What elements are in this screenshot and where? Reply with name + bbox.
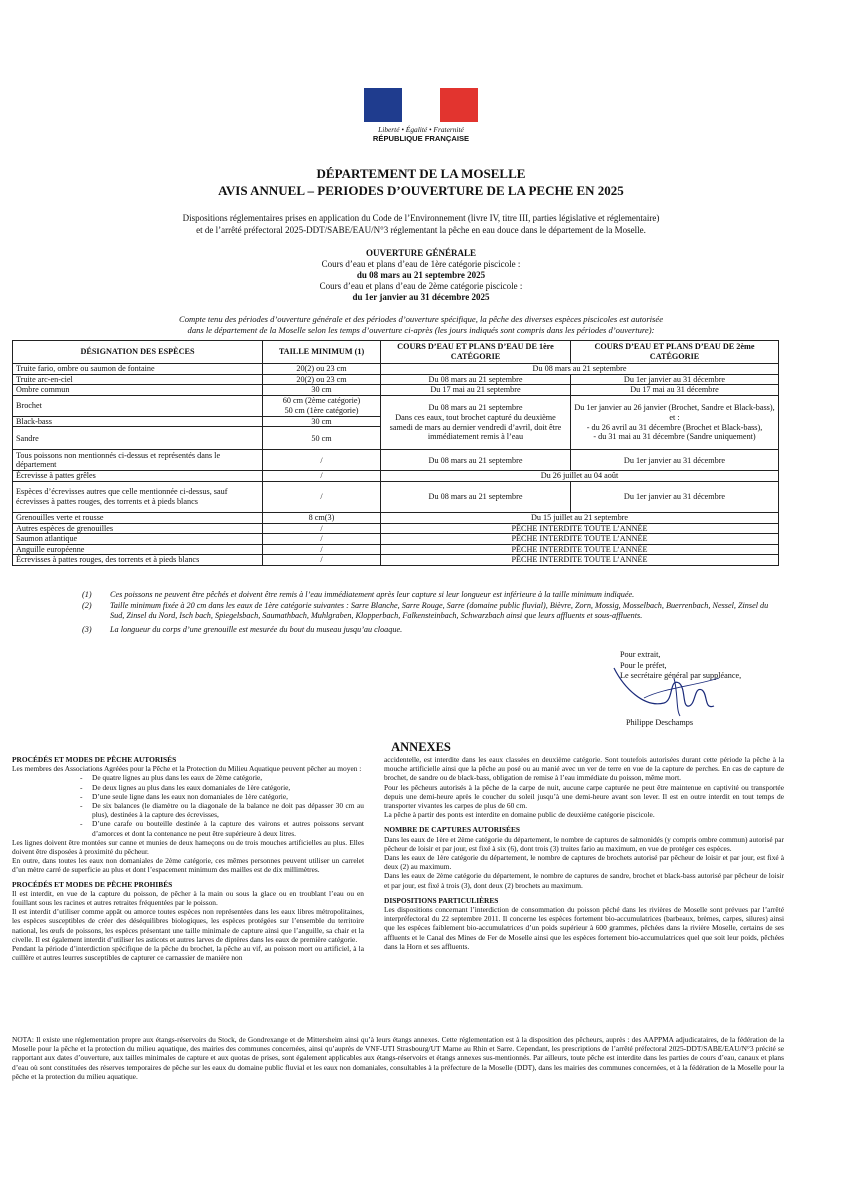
- compte-line-2: dans le département de la Moselle selon les temps d’ouverture ci-après (les jours indiqués sont compris dans les périodes d’ouverture):: [187, 325, 655, 335]
- species-name: Autres espèces de grenouilles: [13, 523, 263, 534]
- min-size: 30 cm: [263, 416, 381, 427]
- cat2-label: Cours d’eau et plans d’eau de 2ème catégorie piscicole :: [319, 281, 523, 291]
- min-size: /: [263, 534, 381, 545]
- period-both: Du 15 juillet au 21 septembre: [381, 512, 779, 523]
- min-size: /: [263, 450, 381, 471]
- paragraph: Il est interdit, en vue de la capture du poisson, de pêcher à la main ou sous la glace ou en troublant l’eau ou en fouillant sous les racines et autres retraites fréquentées par le poisson.: [12, 888, 364, 908]
- paragraph: Les dispositions concernant l’interdiction de consommation du poisson pêché dans les rivières de Moselle sont prévues par l’arrêté interpréfectoral du 22 septembre 2011. Il concerne les espèces fortement bio-accumulatrices (barbeaux, brèmes, carpes, silures) ainsi que les espèces faiblement bio-accumulatrices d’un poids supérieur à 600 grammes, pêchées dans la rivière Moselle, certains de ses affluents et le Canal des Mines de Fer de Moselle ainsi que les espèces fortement bio-accumulatrices quel que soit leur poids, pêchées dans la Horn et ses affluents.: [384, 905, 784, 951]
- species-name: Anguille européenne: [13, 544, 263, 555]
- cat1-label: Cours d’eau et plans d’eau de 1ère catégorie piscicole :: [321, 259, 521, 269]
- paragraph: Pendant la période d’interdiction spécifique de la pêche du brochet, la pêche au vif, au poisson mort ou artificiel, à la cuillère et autres leurres susceptibles de capturer ce carnassier de manière non: [12, 944, 364, 963]
- marianne-flag-icon: [364, 88, 478, 122]
- species-name: Truite fario, ombre ou saumon de fontaine: [13, 364, 263, 375]
- paragraph: Dans les eaux de 1ère et 2ème catégorie du département, le nombre de captures de salmonidés (y compris ombre commun) autorisé par pêcheur de loisir et par jour, est fixé à six (6), dont trois (3) truites fario au maximum, en vue de protéger ces espèces.: [384, 834, 784, 853]
- notice-title: AVIS ANNUEL – PERIODES D’OUVERTURE DE LA PECHE EN 2025: [218, 183, 624, 198]
- nota: NOTA: Il existe une réglementation propre aux étangs-réservoirs du Stock, de Gondrexange et de Mittersheim ainsi qu’à leurs étangs annexes. Cette réglementation est à la disposition des pêcheurs, auprès : des AAPPMA adjudicataires, de la fédération de la Moselle pour la pêche et la protection du milieu aquatique, des mairies des communes concernées, ainsi qu’auprès de VNF-UTI Strasbourg/UT Marne au Rhin et Sarre. Cependant, les prescriptions de l’arrêté préfectoral 2025-DDT/SABE/EAU/N°3 précité se rapportant aux dates d’ouverture, aux tailles minimales de capture et aux quotas de prises, sont également applicables aux étangs-réservoirs et étangs annexes sus-mentionnés. Par ailleurs, toute pêche est interdite dans les parties de cours d’eau, canaux et plans d’eau où sont constituées des réserves temporaires de pêche sur les eaux du domaine public fluvial et les eaux non domaniales, consultables à la préfecture de la Moselle (DDT), dans les mairies des communes concernées, et à la fédération de la Moselle pour la pêche et la protection du milieu aquatique.: [12, 1035, 784, 1081]
- paragraph: Pour les pêcheurs autorisés à la pêche de la carpe de nuit, aucune carpe capturée ne peut être maintenue en captivité ou transportée depuis une demi-heure après le coucher du soleil jusqu’à une demi-heure avant son lever. Il est en outre interdit en tout temps de transporter vivantes les carpes de plus de 60 cm.: [384, 782, 784, 811]
- republic-name: RÉPUBLIQUE FRANÇAISE: [372, 134, 470, 143]
- footnote: [82, 601, 782, 622]
- opening-periods-table: [12, 340, 779, 566]
- list-item-text: D’une seule ligne dans les eaux non domaniales de 1ère catégorie,: [92, 791, 288, 801]
- header-min-size: TAILLE MINIMUM (1): [263, 341, 381, 364]
- min-size: [263, 395, 381, 416]
- min-size: 20(2) ou 23 cm: [263, 364, 381, 375]
- list-item: - De deux lignes au plus dans les eaux domaniales de 1ère catégorie,: [80, 782, 291, 792]
- species-name: Ombre commun: [13, 385, 263, 396]
- general-opening: [0, 248, 842, 303]
- species-name: Écrevisse à pattes grêles: [13, 471, 263, 482]
- period-cat1: Du 08 mars au 21 septembre: [381, 374, 571, 385]
- period-cat2: [571, 395, 779, 450]
- intro: [0, 212, 842, 236]
- period-both: PÊCHE INTERDITE TOUTE L’ANNÉE: [381, 523, 779, 534]
- table-row: [13, 450, 779, 471]
- cat2-dates: du 1er janvier au 31 décembre 2025: [352, 292, 490, 302]
- header-cat1: COURS D’EAU ET PLANS D’EAU DE 1ère CATÉGORIE: [381, 341, 571, 364]
- species-name: Tous poissons non mentionnés ci-dessus et représentés dans le département: [13, 450, 263, 471]
- species-name: Truite arc-en-ciel: [13, 374, 263, 385]
- section-heading: NOMBRE DE CAPTURES AUTORISÉES: [384, 825, 521, 835]
- footnote: [82, 590, 782, 601]
- species-name: Écrevisses à pattes rouges, des torrents et à pieds blancs: [13, 555, 263, 566]
- footnote: [82, 625, 782, 636]
- list-item-text: De quatre lignes au plus dans les eaux de 2ème catégorie,: [92, 773, 263, 783]
- handwritten-signature-icon: [604, 658, 724, 720]
- table-row: [13, 374, 779, 385]
- footnote-text: Ces poissons ne peuvent être pêchés et doivent être remis à l’eau immédiatement après leur capture si leur longueur est inférieure à la taille minimum indiquée.: [110, 590, 635, 599]
- species-name: Sandre: [13, 427, 263, 450]
- signature-line-2: Pour le préfet,: [620, 660, 667, 670]
- period-cat2-c: - du 31 mai au 31 décembre (Sandre uniquement): [593, 432, 756, 442]
- period-both: PÊCHE INTERDITE TOUTE L’ANNÉE: [381, 544, 779, 555]
- footnote-key: (1): [82, 590, 92, 599]
- min-size: 20(2) ou 23 cm: [263, 374, 381, 385]
- general-opening-title: OUVERTURE GÉNÉRALE: [366, 248, 476, 258]
- header-species: DÉSIGNATION DES ESPÈCES: [13, 341, 263, 364]
- signature-line-3: Le secrétaire général par suppléance,: [620, 671, 742, 680]
- period-cat2: Du 1er janvier au 31 décembre: [571, 481, 779, 512]
- species-name: Grenouilles verte et rousse: [13, 512, 263, 523]
- list-item-text: De deux lignes au plus dans les eaux domaniales de 1ère catégorie,: [92, 782, 291, 792]
- section-heading: DISPOSITIONS PARTICULIÈRES: [384, 895, 499, 905]
- paragraph: La pêche à partir des ponts est interdite en domaine public de deuxième catégorie piscicole.: [384, 810, 655, 820]
- department-title: DÉPARTEMENT DE LA MOSELLE: [316, 166, 526, 181]
- paragraph: En outre, dans toutes les eaux non domaniales de 2ème catégorie, ces mêmes personnes peuvent utiliser un carrelet d’un mètre carré de superficie au plus et dont l’espacement minimum des mailles est de dix millimètres.: [12, 856, 364, 875]
- list-item: - De six balances (le diamètre ou la diagonale de la balance ne doit pas dépasser 30 cm au plus), destinées à la capture des écrevisses,: [80, 801, 364, 820]
- signature-line-1: Pour extrait,: [620, 650, 661, 659]
- min-size: 50 cm: [263, 427, 381, 450]
- period-cat2-b: - du 26 avril au 31 décembre (Brochet et Black-bass),: [586, 422, 763, 432]
- signatory-name: Philippe Deschamps: [626, 718, 694, 727]
- footnote-key: (2): [82, 600, 92, 610]
- annexes-left-column: [12, 755, 364, 962]
- list-item: - D’une seule ligne dans les eaux non domaniales de 1ère catégorie,: [80, 791, 288, 801]
- republic-logo: [360, 88, 482, 143]
- min-size: /: [263, 481, 381, 512]
- min-size-cat2: 60 cm (2ème catégorie): [282, 396, 361, 406]
- table-row: [13, 534, 779, 545]
- table-row: [13, 385, 779, 396]
- species-name: Brochet: [13, 395, 263, 416]
- paragraph: accidentelle, est interdite dans les eaux classées en deuxième catégorie. Sont toutefois autorisées durant cette période la pêche à la mouche artificielle ainsi que la pêche au posé ou au manié avec un ver de terre en vue de la capture de perches. En cas de capture de brochet, de sandre ou de black-bass, obligation de remise à l’eau immédiate du poisson, même mort.: [384, 755, 784, 783]
- paragraph: Les membres des Associations Agréées pour la Pêche et la Protection du Milieu Aquatique peuvent pêcher au moyen :: [12, 764, 362, 774]
- paragraph: Les lignes doivent être montées sur canne et munies de deux hameçons ou de trois mouches artificielles au plus. Elles doivent être disposées à proximité du pêcheur.: [12, 837, 364, 857]
- section-heading: PROCÉDÉS ET MODES DE PÊCHE AUTORISÉS: [12, 755, 177, 764]
- intro-line-1: Dispositions réglementaires prises en application du Code de l’Environnement (livre IV, titre III, parties législative et réglementaire): [182, 213, 660, 223]
- min-size: /: [263, 555, 381, 566]
- table-row: [13, 555, 779, 566]
- list-item-text: D’une carafe ou bouteille destinée à la capture des vairons et autres poissons servant d’amorces et dont la contenance ne peut être supérieure à deux litres.: [92, 819, 364, 838]
- table-row: [13, 544, 779, 555]
- species-name: Espèces d’écrevisses autres que celle mentionnée ci-dessus, sauf écrevisses à pattes rouges, des torrents et à pieds blancs: [13, 481, 263, 512]
- section-heading: PROCÉDÉS ET MODES DE PÊCHE PROHIBÉS: [12, 879, 173, 889]
- table-row: [13, 395, 779, 416]
- paragraph: Dans les eaux de 1ère catégorie du département, le nombre de captures de brochets autorisé par pêcheur de loisir et par jour, est fixé à deux (2) au maximum.: [384, 853, 784, 872]
- table-row: [13, 364, 779, 375]
- header-cat2: COURS D’EAU ET PLANS D’EAU DE 2ème CATÉGORIE: [571, 341, 779, 364]
- min-size: /: [263, 471, 381, 482]
- annexes-right-column: [384, 755, 784, 951]
- species-name: Saumon atlantique: [13, 534, 263, 545]
- paragraph: Dans les eaux de 2ème catégorie du département, le nombre de captures de sandre, brochet et black-bass autorisé par pêcheur de loisir et par jour, est fixé à trois (3), dont deux (2) brochets au maximum.: [384, 871, 784, 890]
- footnote-text: Taille minimum fixée à 20 cm dans les eaux de 1ère catégorie suivantes : Sarre Blanche, Sarre Rouge, Sarre (domaine public fluvial), Bièvre, Zorn, Mossig, Mosselbach, Buerrenbach, Nessel, Zinsel du Sud, Zinsel du Nord, Isch bach, Spiegelsbach, Saumathbach, Muhlgraben, Klopperbach, Falkensteinbach, Schwarzbach ainsi que leurs affluents et sous-affluents.: [110, 600, 769, 620]
- min-size: /: [263, 523, 381, 534]
- period-cat2-a: Du 1er janvier au 26 janvier (Brochet, Sandre et Black-bass), et :: [574, 403, 775, 422]
- period-both: Du 26 juillet au 04 août: [381, 471, 779, 482]
- period-cat1: Du 08 mars au 21 septembre: [381, 450, 571, 471]
- period-cat1: [381, 395, 571, 450]
- intro-line-2: et de l’arrêté préfectoral 2025-DDT/SABE/EAU/N°3 réglementant la pêche en eau douce dans le département de la Moselle.: [196, 225, 646, 235]
- period-both: PÊCHE INTERDITE TOUTE L’ANNÉE: [381, 534, 779, 545]
- list-item-text: De six balances (le diamètre ou la diagonale de la balance ne doit pas dépasser 30 cm au plus), destinées à la capture des écrevisses,: [92, 801, 364, 820]
- annexes-title: ANNEXES: [391, 740, 451, 754]
- table-row: [13, 471, 779, 482]
- min-size-cat1: 50 cm (1ère catégorie): [284, 405, 359, 415]
- cat1-dates: du 08 mars au 21 septembre 2025: [356, 270, 486, 280]
- period-cat1-dates: Du 08 mars au 21 septembre: [428, 403, 523, 413]
- min-size: 8 cm(3): [263, 512, 381, 523]
- list-item: - D’une carafe ou bouteille destinée à la capture des vairons et autres poissons servant d’amorces et dont la contenance ne peut être supérieure à deux litres.: [80, 819, 364, 838]
- motto: Liberté • Égalité • Fraternité: [378, 125, 464, 134]
- table-row: [13, 512, 779, 523]
- period-cat2: Du 1er janvier au 31 décembre: [571, 450, 779, 471]
- compte-line-1: Compte tenu des périodes d’ouverture générale et des périodes d’ouverture spécifique, la pêche des diverses espèces piscicoles est autorisée: [178, 314, 664, 324]
- species-name: Black-bass: [13, 416, 263, 427]
- paragraph: Il est interdit d’utiliser comme appât ou amorce toutes espèces non représentées dans les eaux libres métropolitaines, les espèces susceptibles de créer des déséquilibres biologiques, les espèces protégées sur l’ensemble du territoire national, les œufs de poissons, les espèces présentant une taille minimale de capture ainsi que l’anguille, sa chair et la civelle. Il est également interdit d’utiliser les asticots et autres larves de diptères dans les eaux de première catégorie.: [12, 907, 364, 944]
- footnote-key: (3): [82, 624, 92, 634]
- min-size: 30 cm: [263, 385, 381, 396]
- period-cat2: Du 1er janvier au 31 décembre: [571, 374, 779, 385]
- period-cat1: Du 17 mai au 21 septembre: [381, 385, 571, 396]
- table-row: [13, 523, 779, 534]
- period-both: Du 08 mars au 21 septembre: [381, 364, 779, 375]
- table-row: [13, 481, 779, 512]
- footnote-text: La longueur du corps d’une grenouille est mesurée du bout du museau jusqu’au cloaque.: [110, 624, 403, 634]
- compte-tenu: [0, 314, 842, 336]
- period-cat1-note: Dans ces eaux, tout brochet capturé du deuxième samedi de mars au dernier vendredi d’avril, doit être immédiatement remis à l’eau: [389, 412, 562, 442]
- footnotes: [82, 590, 782, 635]
- period-cat1: Du 08 mars au 21 septembre: [381, 481, 571, 512]
- period-both: PÊCHE INTERDITE TOUTE L’ANNÉE: [381, 555, 779, 566]
- period-cat2: Du 17 mai au 31 décembre: [571, 385, 779, 396]
- list-item: - De quatre lignes au plus dans les eaux de 2ème catégorie,: [80, 773, 263, 783]
- min-size: /: [263, 544, 381, 555]
